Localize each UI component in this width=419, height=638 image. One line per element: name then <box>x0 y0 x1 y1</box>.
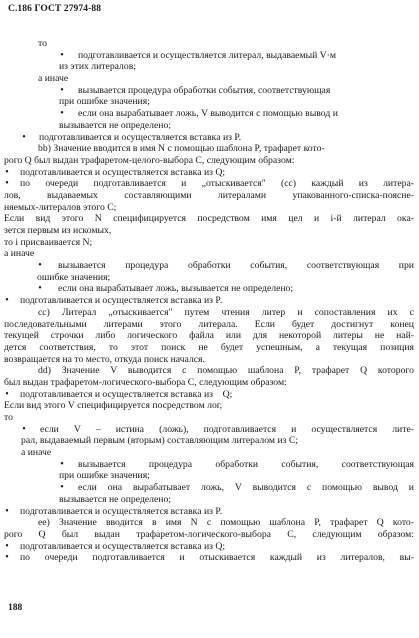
text-line <box>0 155 419 167</box>
text-line <box>0 132 419 144</box>
page-header: С.186 ГОСТ 27974-88 <box>8 4 102 14</box>
text-line <box>0 342 419 354</box>
text-line <box>0 272 419 284</box>
bullet-icon: • <box>22 423 26 435</box>
line-text: dd) Значение V выводится с помощью шаблона P, трафарет Q которого <box>38 365 414 377</box>
text-line <box>0 529 419 541</box>
line-text: cc) Литерал „отыскивается" путем чтения литер и сопоставления их с <box>38 306 414 318</box>
line-text: лов, выдаваемых составляющими литералами упакованного-списка-поясне- <box>4 189 414 201</box>
line-text: подготавливается и осуществляется вставка из P. <box>20 295 223 307</box>
text-line <box>0 108 419 120</box>
bullet-icon: • <box>5 295 9 307</box>
line-text: вызывается процедура обработки события, соответствующая <box>78 458 414 470</box>
text-line <box>0 61 419 73</box>
text-line <box>0 213 419 225</box>
line-text: из этих литералов; <box>59 61 136 73</box>
text-line <box>0 319 419 331</box>
bullet-icon: • <box>60 458 64 470</box>
text-line <box>0 295 419 307</box>
text-line <box>0 225 419 237</box>
text-line <box>0 85 419 97</box>
text-line <box>0 190 419 202</box>
bullet-icon: • <box>38 260 42 272</box>
text-line <box>0 424 419 436</box>
line-text: по очереди подготавливается и „отыскивается" (cc) каждый из литера- <box>20 178 414 190</box>
line-text: няемых-литералов этого C; <box>4 201 117 213</box>
line-text: то i присваивается N; <box>4 236 93 248</box>
line-text: вызывается процедура обработки события, соответствующая при <box>58 260 414 272</box>
line-text: рал, выдаваемый первым (вторым) составляющим литералом из C; <box>21 435 299 447</box>
line-text: подготавливается и осуществляется вставка из Q; <box>20 166 226 178</box>
line-text: а иначе <box>4 248 35 260</box>
text-line <box>0 202 419 214</box>
text-line <box>0 377 419 389</box>
text-line <box>0 307 419 319</box>
text-line <box>0 120 419 132</box>
bullet-icon: • <box>5 166 9 178</box>
text-line <box>0 412 419 424</box>
bullet-icon: • <box>60 108 64 120</box>
text-line <box>0 143 419 155</box>
bullet-icon: • <box>38 283 42 295</box>
text-line <box>0 470 419 482</box>
line-text: рого Q был выдан трафаретом-целого-выбора C, следующим образом: <box>4 154 295 166</box>
line-text: вызывается не определено; <box>59 493 172 505</box>
line-text: bb) Значение вводится в имя N с помощью шаблона P, трафарет кото- <box>38 143 325 155</box>
text-line <box>0 283 419 295</box>
line-text: рого Q был выдан трафаретом-логического-выбора C, следующим образом: <box>4 528 414 540</box>
line-text: при ошибке значения; <box>59 96 150 108</box>
line-text: был выдан трафаретом-логического-выбора C, следующим образом: <box>4 376 287 388</box>
text-line <box>0 73 419 85</box>
text-line <box>0 517 419 529</box>
line-text: при ошибке значения; <box>59 470 150 482</box>
line-text: подготавливается и осуществляется вставка из P. <box>20 505 223 517</box>
text-line <box>0 237 419 249</box>
text-line <box>0 38 419 50</box>
page-number: 188 <box>8 603 23 613</box>
text-line <box>0 260 419 272</box>
line-text: последовательными литерами этого литерала. Если будет достигнут конец <box>4 318 414 330</box>
bullet-icon: • <box>5 178 9 190</box>
line-text: а иначе <box>21 447 52 459</box>
text-line <box>0 248 419 260</box>
text-line <box>0 365 419 377</box>
document-body <box>0 38 419 564</box>
text-line <box>0 389 419 401</box>
line-text: а иначе <box>38 73 69 85</box>
line-text: Если вид этого V специфицируется посредством лог, <box>4 400 223 412</box>
line-text: вызывается не определено; <box>59 119 172 131</box>
line-text: текущей строчки либо логического файла или для некоторой литеры не най- <box>4 330 414 342</box>
line-text: подготавливается и осуществляется вставка из P. <box>39 131 242 143</box>
line-text: дется соответствия, то этот поиск не будет успешным, а текущая позиция <box>4 341 414 353</box>
bullet-icon: • <box>5 552 9 564</box>
line-text: то <box>38 38 47 49</box>
line-text: ошибке значения; <box>37 271 111 283</box>
line-text: если она вырабатывает ложь, вызывается не определено; <box>58 283 294 295</box>
text-line <box>0 494 419 506</box>
text-line <box>0 459 419 471</box>
bullet-icon: • <box>5 505 9 517</box>
bullet-icon: • <box>22 131 26 143</box>
text-line <box>0 482 419 494</box>
line-text: ee) Значение вводится в имя N с помощью шаблона P, трафарет Q кото- <box>38 517 414 529</box>
bullet-icon: • <box>5 388 9 400</box>
text-line <box>0 541 419 553</box>
line-text: если она вырабатывает ложь, V выводится с помощью вывод и <box>78 482 414 494</box>
bullet-icon: • <box>60 84 64 96</box>
text-line <box>0 167 419 179</box>
text-line <box>0 96 419 108</box>
line-text: Если вид этого N специфицируется посредством имя цел и i-й литерал ока- <box>4 213 414 225</box>
line-text: если V – истина (ложь), подготавливается и осуществляется лите- <box>40 423 414 435</box>
line-text: по очереди подготавливается и отыскивается каждый из литералов, вы- <box>20 552 414 564</box>
line-text: то <box>4 412 13 423</box>
bullet-icon: • <box>60 482 64 494</box>
line-text: подготавливается и осуществляется литерал, выдаваемый V·м <box>78 49 337 61</box>
text-line <box>0 447 419 459</box>
text-line <box>0 552 419 564</box>
text-line <box>0 506 419 518</box>
line-text: вызывается процедура обработки события, соответствующая <box>78 84 331 96</box>
text-line <box>0 330 419 342</box>
text-line <box>0 354 419 366</box>
bullet-icon: • <box>60 49 64 61</box>
line-text: возвращается на то место, откуда поиск начался. <box>4 353 205 365</box>
line-text: подготавливается и осуществляется вставка из Q; <box>20 540 226 552</box>
text-line <box>0 50 419 62</box>
text-line <box>0 400 419 412</box>
line-text: зется первым из искомых, <box>4 225 112 236</box>
line-text: подготавливается и осуществляется вставка из Q; <box>20 388 233 400</box>
text-line <box>0 178 419 190</box>
line-text: если она вырабатывает ложь, V выводится с помощью вывод и <box>78 108 338 120</box>
text-line <box>0 435 419 447</box>
bullet-icon: • <box>5 540 9 552</box>
